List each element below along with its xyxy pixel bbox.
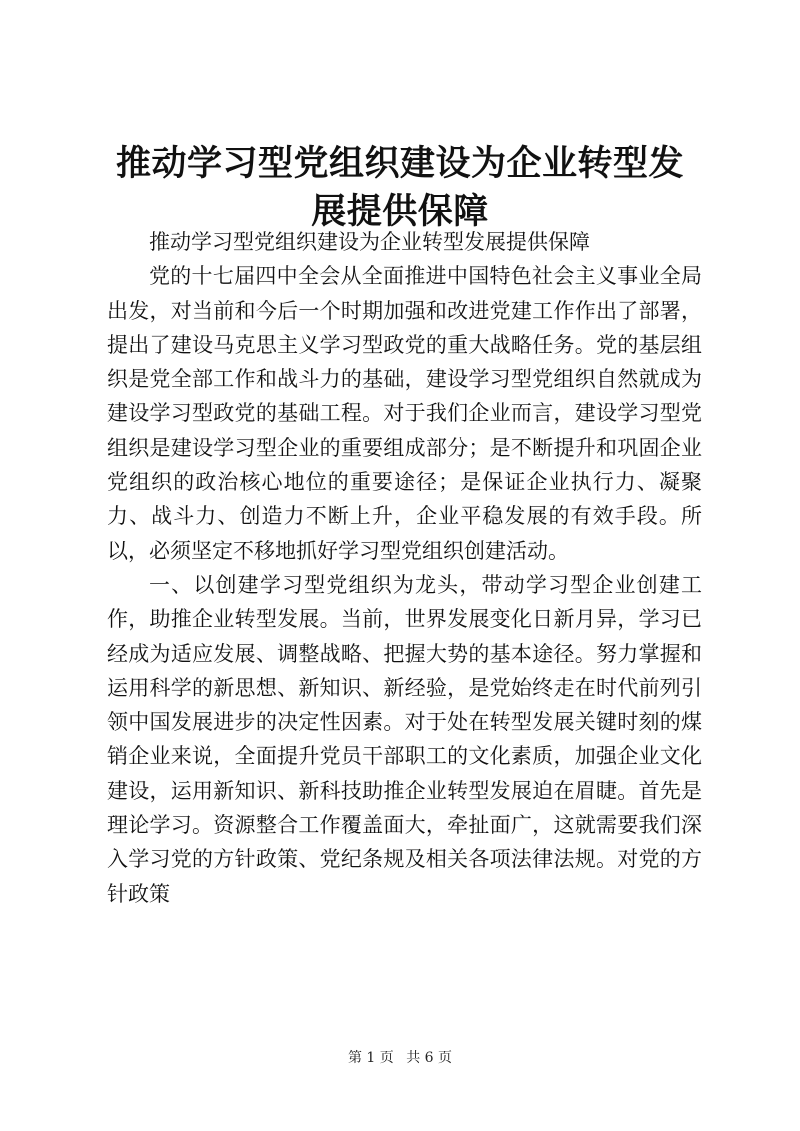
body-paragraph: 党的十七届四中全会从全面推进中国特色社会主义事业全局出发，对当前和今后一个时期加强和改进党建工作作出了部署，提出了建设马克思主义学习型政党的重大战略任务。党的基层组织是党全部工作和战斗力的基础，建设学习型党组织自然就成为建设学习型政党的基础工程。对于我们企业而言，建设学习型党组织是建设学习型企业的重要组成部分；是不断提升和巩固企业党组织的政治核心地位的重要途径；是保证企业执行力、凝聚力、战斗力、创造力不断上升，企业平稳发展的有效手段。所以，必须坚定不移地抓好学习型党组织创建活动。 (107, 264, 702, 563)
page-footer (0, 1049, 800, 1067)
body-paragraph: 一、以创建学习型党组织为龙头，带动学习型企业创建工作，助推企业转型发展。当前，世界发展变化日新月异，学习已经成为适应发展、调整战略、把握大势的基本途径。努力掌握和运用科学的新思想、新知识、新经验，是党始终走在时代前列引领中国发展进步的决定性因素。对于处在转型发展关键时刻的煤销企业来说，全面提升党员干部职工的文化素质，加强企业文化建设，运用新知识、新科技助推企业转型发展迫在眉睫。首先是理论学习。资源整合工作覆盖面大，牵扯面广，这就需要我们深入学习党的方针政策、党纪条规及相关各项法律法规。对党的方针政策 (107, 572, 702, 906)
subtitle-paragraph: 推动学习型党组织建设为企业转型发展提供保障 (149, 230, 590, 254)
document-title: 推动学习型党组织建设为企业转型发展提供保障 (115, 143, 684, 232)
page-number: 第 1 页 (347, 1050, 394, 1066)
total-pages: 共 6 页 (406, 1050, 453, 1066)
document-body (107, 225, 702, 911)
